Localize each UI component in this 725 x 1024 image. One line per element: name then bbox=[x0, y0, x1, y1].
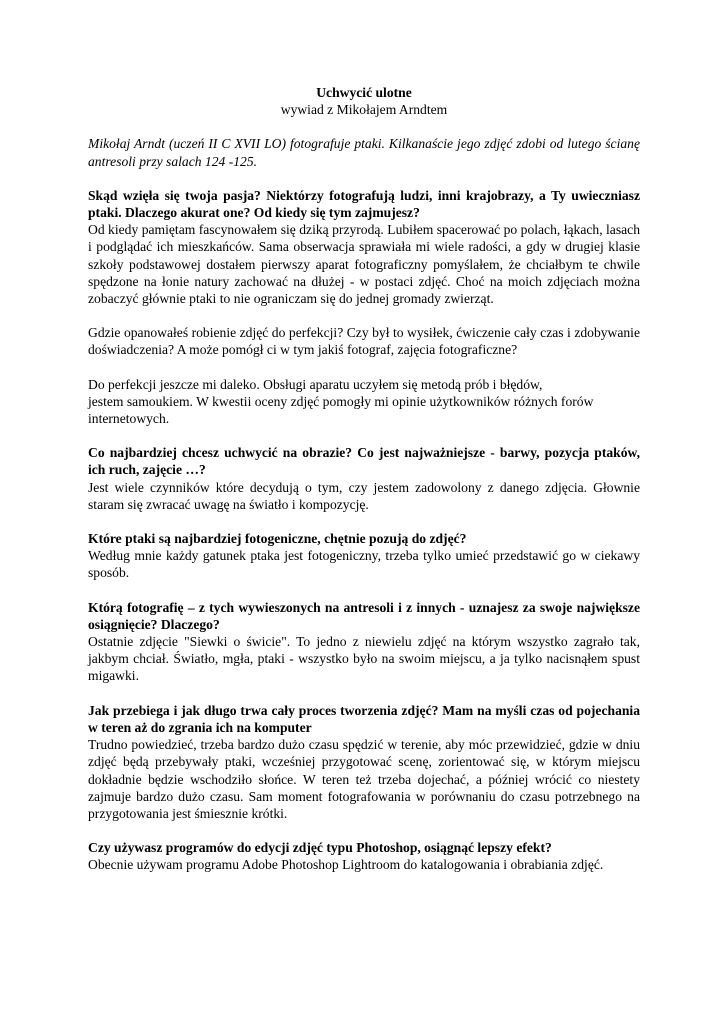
document-subtitle: wywiad z Mikołajem Arndtem bbox=[280, 102, 448, 118]
qa-block-1 bbox=[88, 187, 640, 307]
document-title: Uchwycić ulotne bbox=[316, 85, 412, 100]
spacer bbox=[88, 359, 640, 376]
answer-3: Jest wiele czynników które decydują o tym, czy jestem zadowolony z danego zdjęcia. Głownie staram się zwracać uwagę na światło i kompozycję. bbox=[88, 479, 640, 512]
answer-6: Trudno powiedzieć, trzeba bardzo dużo czasu spędzić w terenie, aby móc przewidzieć, gdzie w dniu zdjęć będą przebywały ptaki, wcześniej przygotować scenę, zorientować się, w którym miejscu dokładnie będzie wschodziło słońce. W teren też trzeba dojechać, a później wrócić co niestety zajmuje bardzo dużo czasu. Sam moment fotografowania w porównaniu do czasu potrzebnego na przygotowania jest śmiesznie krótki. bbox=[88, 737, 640, 821]
answer-5: Ostatnie zdjęcie "Siewki o świcie". To jedno z niewielu zdjęć na którym wszystko zagrało tak, jakbym chciał. Światło, mgła, ptaki - wszystko było na swoim miejscu, a ja tylko nacisnąłem spust migawki. bbox=[88, 634, 640, 684]
question-1: Skąd wzięła się twoja pasja? Niektórzy fotografują ludzi, inni krajobrazy, a Ty uwieczniasz ptaki. Dlaczego akurat one? Od kiedy się tym zajmujesz? bbox=[88, 187, 640, 221]
answer-2-line-2: jestem samoukiem. W kwestii oceny zdjęć pomogły mi opinie użytkowników różnych forów internetowych. bbox=[88, 393, 594, 427]
question-3: Co najbardziej chcesz uchwycić na obrazie? Co jest najważniejsze - barwy, pozycja ptaków, ich ruch, zajęcie …? bbox=[88, 445, 640, 478]
qa-block-7 bbox=[88, 839, 640, 873]
qa-block-6 bbox=[88, 702, 640, 822]
document-page bbox=[88, 84, 640, 874]
question-7: Czy używasz programów do edycji zdjęć typu Photoshop, osiągnąć lepszy efekt? bbox=[88, 840, 552, 856]
answer-2-line-1: Do perfekcji jeszcze mi daleko. Obsługi aparatu uczyłem się metodą prób i błędów, bbox=[88, 376, 543, 392]
question-5: Którą fotografię – z tych wywieszonych na antresoli i z innych - uznajesz za swoje największe osiągnięcie? Dlaczego? bbox=[88, 599, 640, 632]
question-2: Gdzie opanowałeś robienie zdjęć do perfekcji? Czy był to wysiłek, ćwiczenie cały czas i zdobywanie doświadczenia? A może pomógł ci w tym jakiś fotograf, zajęcia fotograficzne? bbox=[88, 325, 640, 358]
intro-paragraph: Mikołaj Arndt (uczeń II C XVII LO) fotografuje ptaki. Kilkanaście jego zdjęć zdobi od lutego ścianę antresoli przy salach 124 -125. bbox=[88, 136, 640, 169]
qa-block-4 bbox=[88, 530, 640, 582]
answer-7: Obecnie używam programu Adobe Photoshop Lightroom do katalogowania i obrabiania zdjęć. bbox=[88, 857, 604, 873]
answer-4: Według mnie każdy gatunek ptaka jest fotogeniczny, trzeba tylko umieć przedstawić go w ciekawy sposób. bbox=[88, 548, 640, 581]
question-6: Jak przebiega i jak długo trwa cały proces tworzenia zdjęć? Mam na myśli czas od pojechania w teren aż do zgrania ich na komputer bbox=[88, 702, 640, 735]
answer-1: Od kiedy pamiętam fascynowałem się dziką przyrodą. Lubiłem spacerować po polach, łąkach, lasach i podglądać ich mieszkańców. Sama obserwacja sprawiała mi wiele radości, a gdy w drugiej klasie szkoły podstawowej dostałem pierwszy aparat fotograficzny pomyślałem, że chciałbym te chwile spędzone na łonie natury zachować na dłużej - w postaci zdjęć. Choć na moich zdjęciach można zobaczyć głównie ptaki to nie ograniczam się do jednej gromady zwierząt. bbox=[88, 222, 640, 307]
qa-block-2 bbox=[88, 324, 640, 427]
qa-block-5 bbox=[88, 599, 640, 685]
qa-block-3 bbox=[88, 444, 640, 513]
question-4: Które ptaki są najbardziej fotogeniczne, chętnie pozują do zdjęć? bbox=[88, 531, 467, 547]
